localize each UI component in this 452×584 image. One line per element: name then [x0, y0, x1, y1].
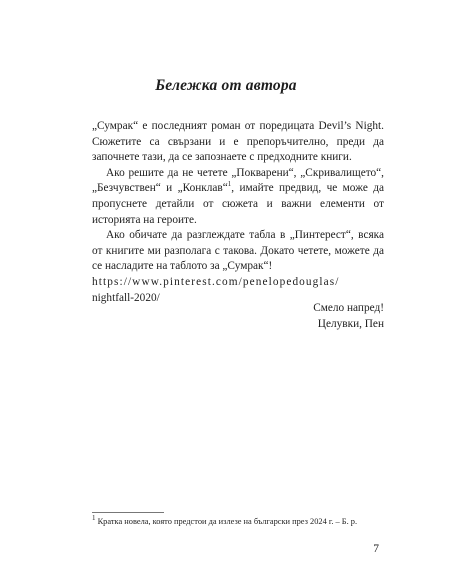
footnote [92, 516, 392, 527]
footnote-divider [92, 512, 164, 513]
paragraph-previous-books-start: Ако решите да не четете „Покварени“, „Скривалището“, „Безчувствен“ и „Конклав“ [92, 166, 384, 195]
pinterest-link-line2: nightfall-2020/ [92, 291, 160, 304]
paragraph-intro: „Сумрак“ е последният роман от поредицата Devil’s Night. Сюжетите са свързани и е препоръчително, преди да започнете тази, да се запознаете с предходните книги. [92, 120, 384, 164]
pinterest-link-line1: https://www.pinterest.com/penelopedouglas/ [92, 275, 340, 288]
paragraph-pinterest: Ако обичате да разглеждате табла в „Пинтерест“, всяка от книгите ми разполага с такова. Докато четете, можете да се насладите на таблото за „Сумрак“! [92, 229, 384, 273]
closing-line-farewell: Смело напред! [313, 302, 384, 314]
author-note-body [92, 119, 384, 306]
footnote-reference: 1 [227, 180, 232, 189]
footnote-marker: 1 [92, 514, 96, 523]
paragraph-previous-books-end: , имайте предвид, че може да пропуснете детайли от сюжета и важни елементи от историята на героите. [92, 182, 384, 226]
paragraph-previous-books [92, 166, 384, 228]
closing-signature [313, 301, 384, 332]
page-title: Бележка от автора [155, 77, 297, 94]
closing-line-signature: Целувки, Пен [317, 317, 384, 330]
page-number: 7 [373, 543, 379, 555]
footnote-text: Кратка новела, която предстои да излезе на български през 2024 г. – Б. р. [95, 517, 358, 526]
